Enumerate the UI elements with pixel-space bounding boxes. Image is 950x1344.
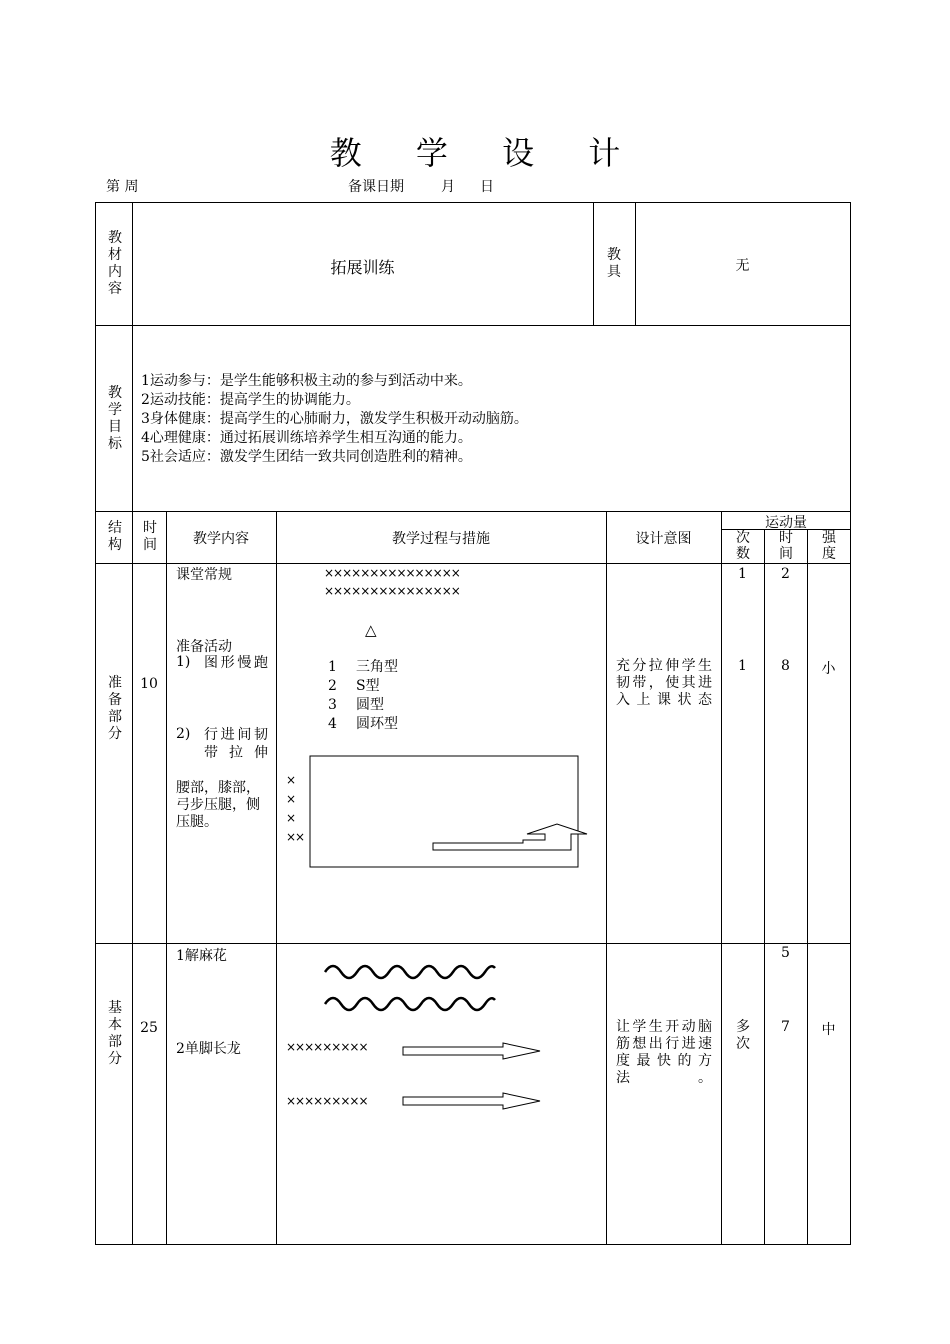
basic-count: 多次: [736, 1019, 750, 1052]
prep-sub3: 腰部，膝部，弓步压腿，侧压腿。: [176, 780, 260, 830]
prep-time: 10: [140, 676, 158, 692]
x-line-team-1: ×××××××××: [286, 1040, 368, 1054]
header-process: 教学过程与措施: [392, 531, 490, 547]
teacher-triangle-icon: △: [365, 621, 377, 639]
objective-item: 5社会适应：激发学生团结一致共同创造胜利的精神。: [141, 449, 472, 465]
month-label: 月: [441, 179, 455, 195]
prep-label: 准备部分: [108, 675, 122, 742]
prep-sub2-text: 行进间韧带拉伸: [204, 727, 268, 761]
prep-sub1-num: 1): [176, 654, 191, 670]
basic-intensity: 中: [821, 1022, 836, 1038]
basic-time: 25: [140, 1020, 158, 1036]
basic-content-2: 2单脚长龙: [176, 1041, 241, 1057]
prep-time1: 2: [781, 566, 790, 582]
basic-time-top: 5: [781, 945, 790, 961]
prep-time2: 8: [781, 658, 790, 674]
prep-intent: 充分拉伸学生韧带，使其进入上课状态: [616, 658, 712, 708]
formation-item: 3 圆型: [328, 697, 384, 713]
header-load: 运动量: [765, 515, 807, 531]
prep-sub1-text: 图形慢跑: [204, 655, 268, 671]
objectives-label: 教学目标: [108, 385, 122, 452]
header-content: 教学内容: [193, 531, 249, 547]
header-count: 次数: [736, 530, 750, 562]
formation-list: [328, 658, 398, 734]
prep-intensity: 小: [821, 661, 836, 677]
header-time: 时间: [143, 520, 157, 553]
basic-intent: 让学生开动脑筋想出行进速度最快的方法。: [616, 1019, 712, 1086]
route-arrow-icon: [433, 824, 587, 850]
prep-content-warmup: 准备活动: [176, 639, 232, 655]
prep-count1: 1: [738, 566, 747, 582]
x-row-formation: ×××××××××××××××: [324, 584, 460, 598]
formation-item: 2 S型: [328, 678, 380, 694]
x-line-team-2: ×××××××××: [286, 1094, 368, 1108]
page-title: 教 学 设 计: [329, 134, 643, 172]
header-intent: 设计意图: [635, 531, 692, 547]
formation-item: 1 三角型: [328, 659, 398, 675]
twist-drawing: [320, 958, 505, 1020]
prep-content-routine: 课堂常规: [176, 567, 232, 583]
date-label: 备课日期: [348, 179, 404, 195]
week-label: 第 周: [106, 179, 139, 195]
header-load-time: 时间: [779, 530, 793, 562]
material-label: 教材内容: [108, 230, 122, 297]
basic-content-1: 1解麻花: [176, 948, 227, 964]
objectives-list: [141, 372, 528, 467]
twist-pattern-icon: [325, 966, 495, 1010]
objective-item: 3身体健康：提高学生的心肺耐力，激发学生积极开动动脑筋。: [141, 411, 528, 427]
field-diagram: [305, 752, 595, 872]
objective-item: 2运动技能：提高学生的协调能力。: [141, 392, 360, 408]
arrow-right-icon: [400, 1091, 545, 1111]
x-column: × × × ××: [286, 773, 305, 844]
equipment-value: 无: [735, 258, 750, 274]
objective-item: 4心理健康：通过拓展训练培养学生相互沟通的能力。: [141, 430, 472, 446]
objective-item: 1运动参与：是学生能够积极主动的参与到活动中来。: [141, 373, 472, 389]
header-structure: 结构: [108, 520, 122, 553]
day-label: 日: [480, 179, 494, 195]
material-content: 拓展训练: [330, 258, 395, 277]
arrow-right-icon: [400, 1041, 545, 1061]
prep-count2: 1: [738, 658, 747, 674]
basic-time-value: 7: [781, 1019, 790, 1035]
equipment-label: 教具: [607, 247, 621, 280]
basic-label: 基本部分: [108, 1000, 122, 1067]
formation-item: 4 圆环型: [328, 716, 398, 732]
x-row-formation: ×××××××××××××××: [324, 566, 460, 580]
header-intensity: 强度: [822, 530, 836, 562]
prep-sub2-num: 2): [176, 726, 191, 742]
